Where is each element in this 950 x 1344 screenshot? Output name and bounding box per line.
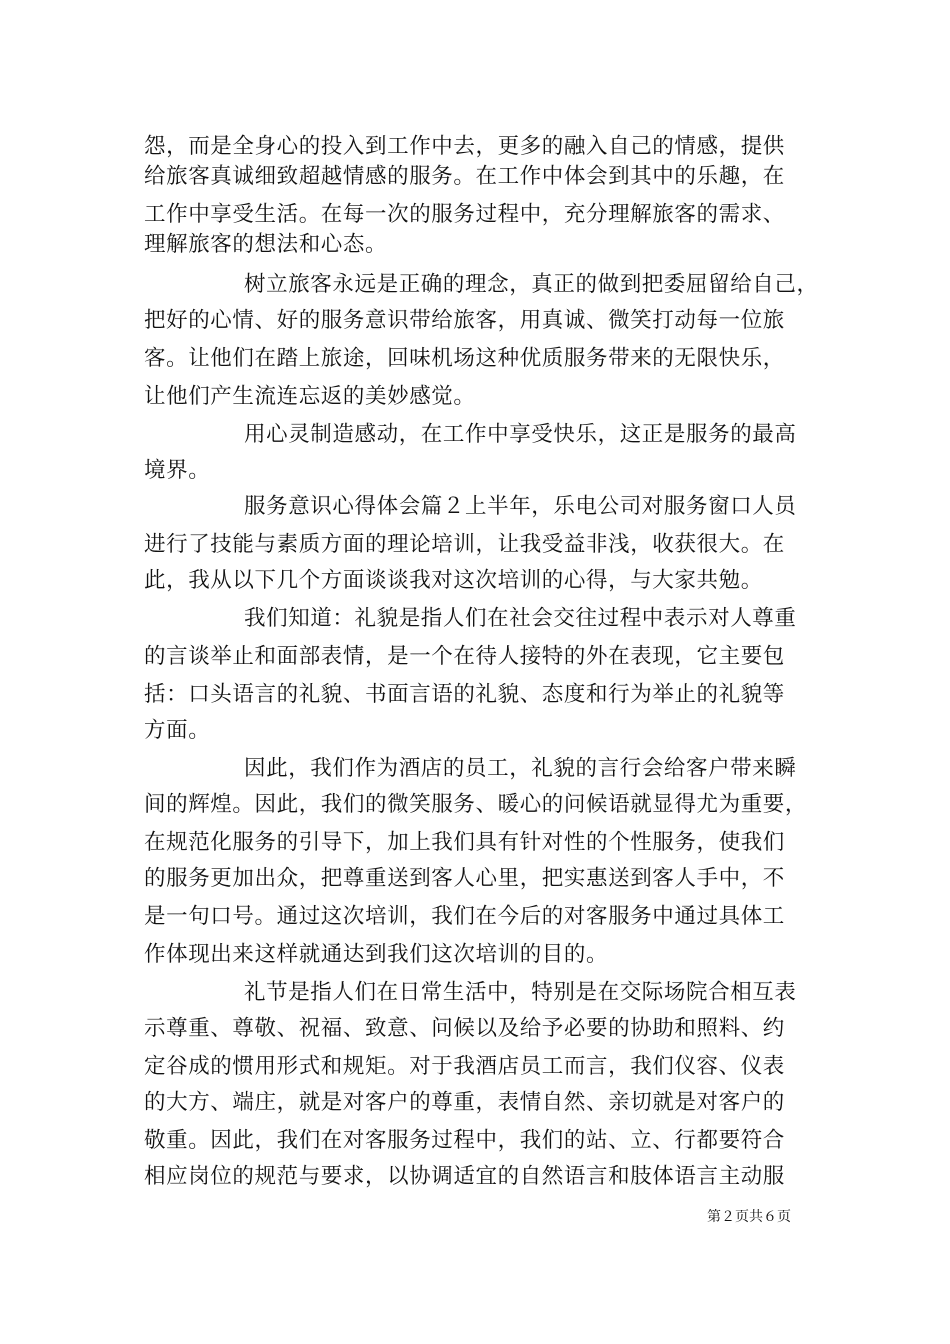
text-line-3: 工作中享受生活。在每一次的服务过程中，充分理解旅客的需求、 bbox=[144, 202, 785, 227]
text-line-28: 敬重。因此，我们在对客服务过程中，我们的站、立、行都要符合 bbox=[144, 1128, 785, 1153]
text-line-9: 用心灵制造感动，在工作中享受快乐，这正是服务的最高 bbox=[244, 422, 797, 447]
text-line-13: 此，我从以下几个方面谈谈我对这次培训的心得，与大家共勉。 bbox=[144, 568, 763, 593]
text-line-19: 间的辉煌。因此，我们的微笑服务、暖心的问候语就显得尤为重要， bbox=[144, 792, 808, 817]
text-line-11: 服务意识心得体会篇２上半年，乐电公司对服务窗口人员 bbox=[244, 494, 797, 519]
text-line-18: 因此，我们作为酒店的员工，礼貌的言行会给客户带来瞬 bbox=[244, 756, 797, 781]
text-line-6: 把好的心情、好的服务意识带给旅客，用真诚、微笑打动每一位旅 bbox=[144, 308, 785, 333]
text-line-1: 怨，而是全身心的投入到工作中去，更多的融入自己的情感，提供 bbox=[144, 134, 785, 159]
text-line-22: 是一句口号。通过这次培训，我们在今后的对客服务中通过具体工 bbox=[144, 904, 785, 929]
text-line-12: 进行了技能与素质方面的理论培训，让我受益非浅，收获很大。在 bbox=[144, 532, 785, 557]
text-line-17: 方面。 bbox=[144, 718, 211, 743]
text-line-24: 礼节是指人们在日常生活中，特别是在交际场院合相互表 bbox=[244, 980, 797, 1005]
text-line-21: 的服务更加出众，把尊重送到客人心里，把实惠送到客人手中，不 bbox=[144, 866, 785, 891]
text-line-4: 理解旅客的想法和心态。 bbox=[144, 232, 388, 257]
text-line-16: 括：口头语言的礼貌、书面言语的礼貌、态度和行为举止的礼貌等 bbox=[144, 682, 785, 707]
text-line-8: 让他们产生流连忘返的美妙感觉。 bbox=[144, 384, 476, 409]
text-line-20: 在规范化服务的引导下，加上我们具有针对性的个性服务，使我们 bbox=[144, 830, 785, 855]
page-number-footer: 第２页共６页 bbox=[707, 1209, 791, 1225]
text-line-2: 给旅客真诚细致超越情感的服务。在工作中体会到其中的乐趣，在 bbox=[144, 164, 785, 189]
text-line-5: 树立旅客永远是正确的理念，真正的做到把委屈留给自己， bbox=[244, 272, 819, 297]
text-line-10: 境界。 bbox=[144, 458, 211, 483]
text-line-7: 客。让他们在踏上旅途，回味机场这种优质服务带来的无限快乐， bbox=[144, 346, 785, 371]
text-line-25: 示尊重、尊敬、祝福、致意、问候以及给予必要的协助和照料、约 bbox=[144, 1016, 785, 1041]
text-line-15: 的言谈举止和面部表情，是一个在待人接特的外在表现，它主要包 bbox=[144, 644, 785, 669]
text-line-29: 相应岗位的规范与要求，以协调适宜的自然语言和肢体语言主动服 bbox=[144, 1164, 785, 1189]
text-line-27: 的大方、端庄，就是对客户的尊重，表情自然、亲切就是对客户的 bbox=[144, 1090, 785, 1115]
text-line-26: 定谷成的惯用形式和规矩。对于我酒店员工而言，我们仪容、仪表 bbox=[144, 1054, 785, 1079]
text-line-14: 我们知道：礼貌是指人们在社会交往过程中表示对人尊重 bbox=[244, 606, 797, 631]
text-line-23: 作体现出来这样就通达到我们这次培训的目的。 bbox=[144, 942, 609, 967]
